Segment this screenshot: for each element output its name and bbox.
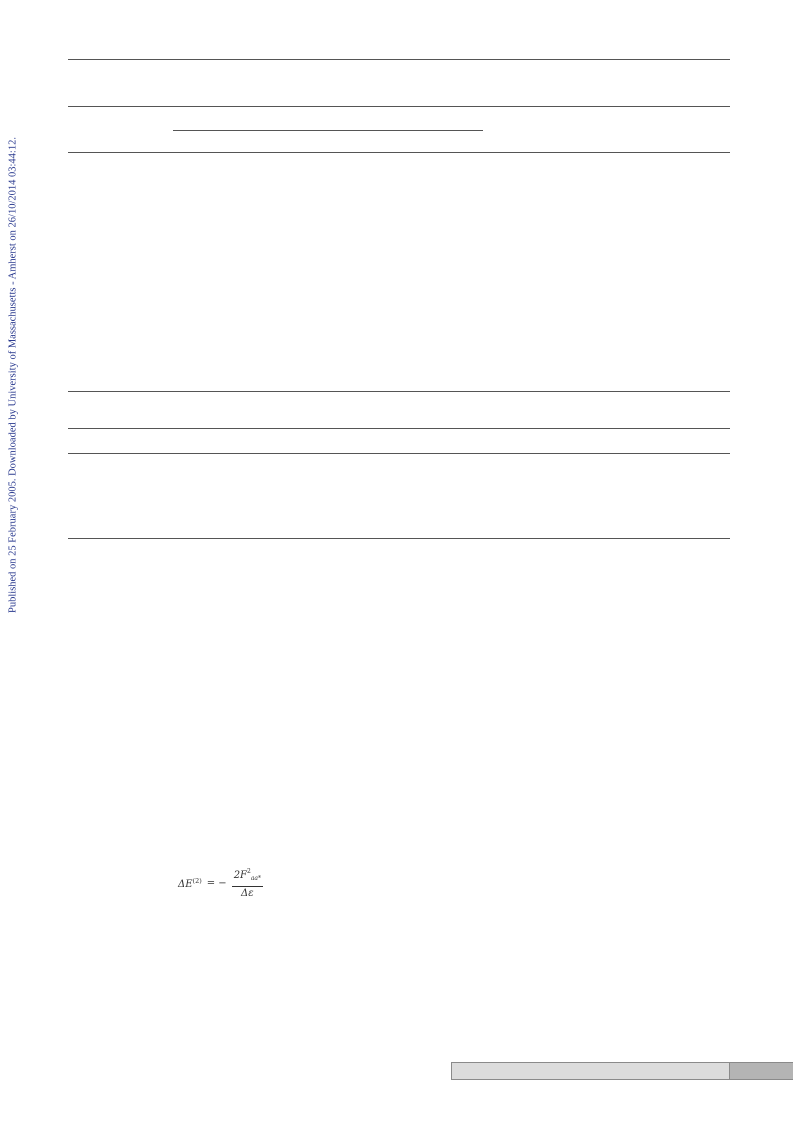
equation-numerator-superscript: 2 (247, 868, 251, 875)
table2-subheader-rule (68, 453, 730, 454)
footer-page-tab (730, 1062, 793, 1080)
table2-bottom-rule (68, 538, 730, 539)
table2-header-rule (68, 428, 730, 429)
equation-lhs (178, 877, 202, 890)
equation-lhs-symbol: ΔE (178, 878, 193, 890)
table1-top-rule (68, 59, 730, 60)
equation-numerator-subscript: aa* (250, 875, 261, 882)
equation-equals: = − (206, 877, 227, 889)
table1-spanner-rule (173, 130, 483, 131)
table2-top-rule (68, 391, 730, 392)
table1-subheader-rule (68, 152, 730, 153)
equation-fraction (232, 866, 263, 900)
table1-header-rule (68, 106, 730, 107)
footer-bar (451, 1062, 730, 1080)
equation-denominator: Δε (241, 888, 254, 899)
equation (178, 866, 263, 900)
download-watermark: Published on 25 February 2005. Downloaded by University of Massachusetts - Amherst on 26/10/2014 03:44:12. (7, 137, 19, 613)
equation-numerator-text: 2F (233, 870, 247, 881)
equation-lhs-superscript: (2) (192, 876, 202, 885)
equation-numerator (232, 866, 263, 887)
